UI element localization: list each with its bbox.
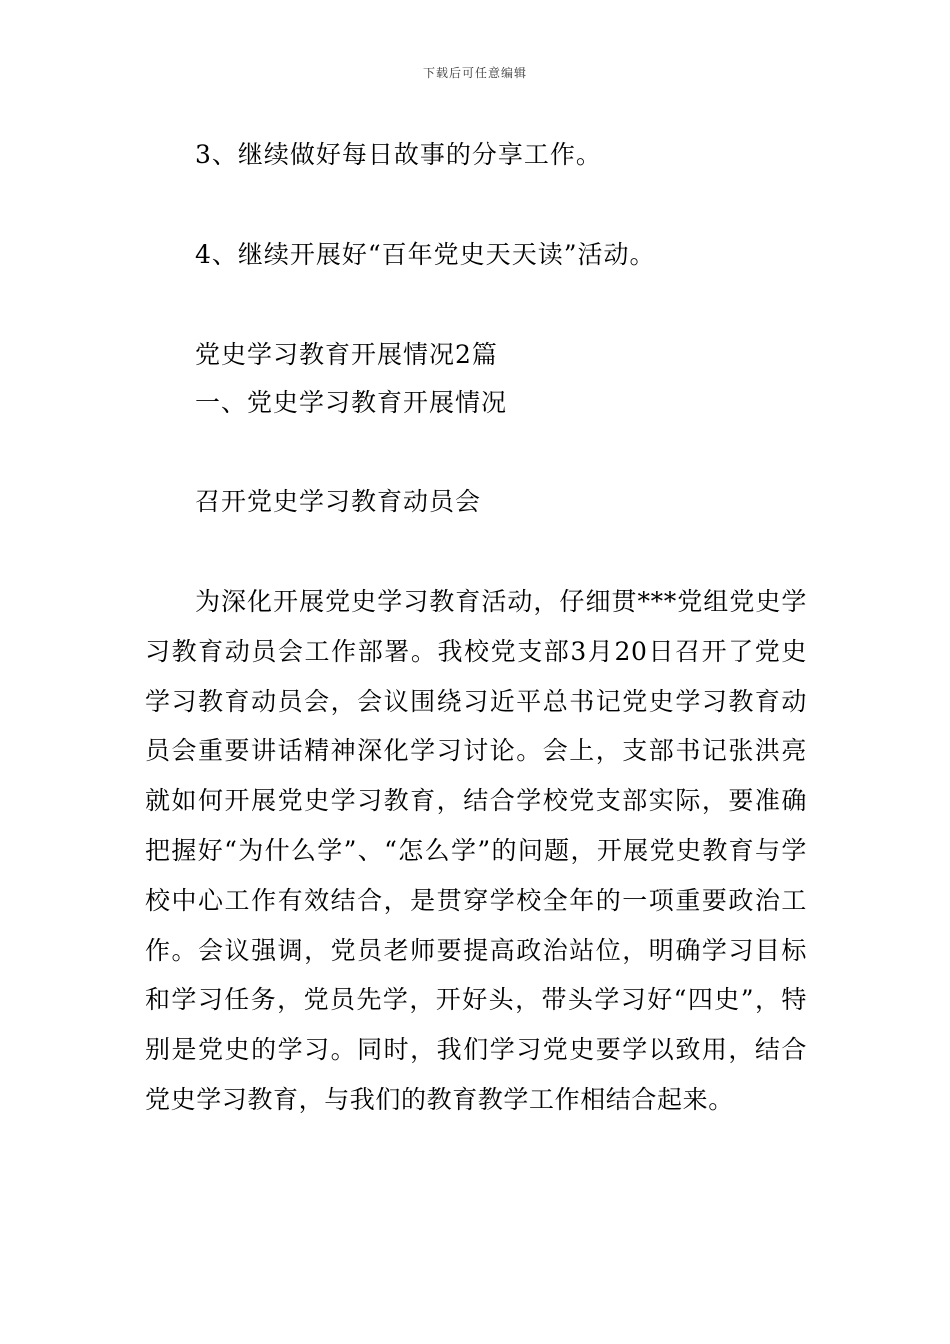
header-note: 下载后可任意编辑 bbox=[422, 66, 527, 80]
list-item-3: 3、继续做好每日故事的分享工作。 bbox=[195, 140, 602, 169]
section-title: 党史学习教育开展情况2篇 bbox=[195, 340, 498, 369]
meeting-heading: 召开党史学习教育动员会 bbox=[195, 487, 482, 516]
body-paragraph: 为深化开展党史学习教育活动，仔细贯***党组党史学习教育动员会工作部署。我校党支部3月20日召开了党史学习教育动员会，会议围绕习近平总书记党史学习教育动员会重要讲话精神深化学习讨论。会上，支部书记张洪亮就如何开展党史学习教育，结合学校党支部实际，要准确把握好“为什么学”、“怎么学”的问题，开展党史教育与学校中心工作有效结合，是贯穿学校全年的一项重要政治工作。会议强调，党员老师要提高政治站位，明确学习目标和学习任务，党员先学，开好头，带头学习好“四史”，特别是党史的学习。同时，我们学习党史要学以致用，结合党史学习教育，与我们的教育教学工作相结合起来。 bbox=[145, 587, 807, 1114]
section-subtitle: 一、党史学习教育开展情况 bbox=[195, 388, 508, 417]
list-item-4: 4、继续开展好“百年党史天天读”活动。 bbox=[195, 240, 656, 269]
